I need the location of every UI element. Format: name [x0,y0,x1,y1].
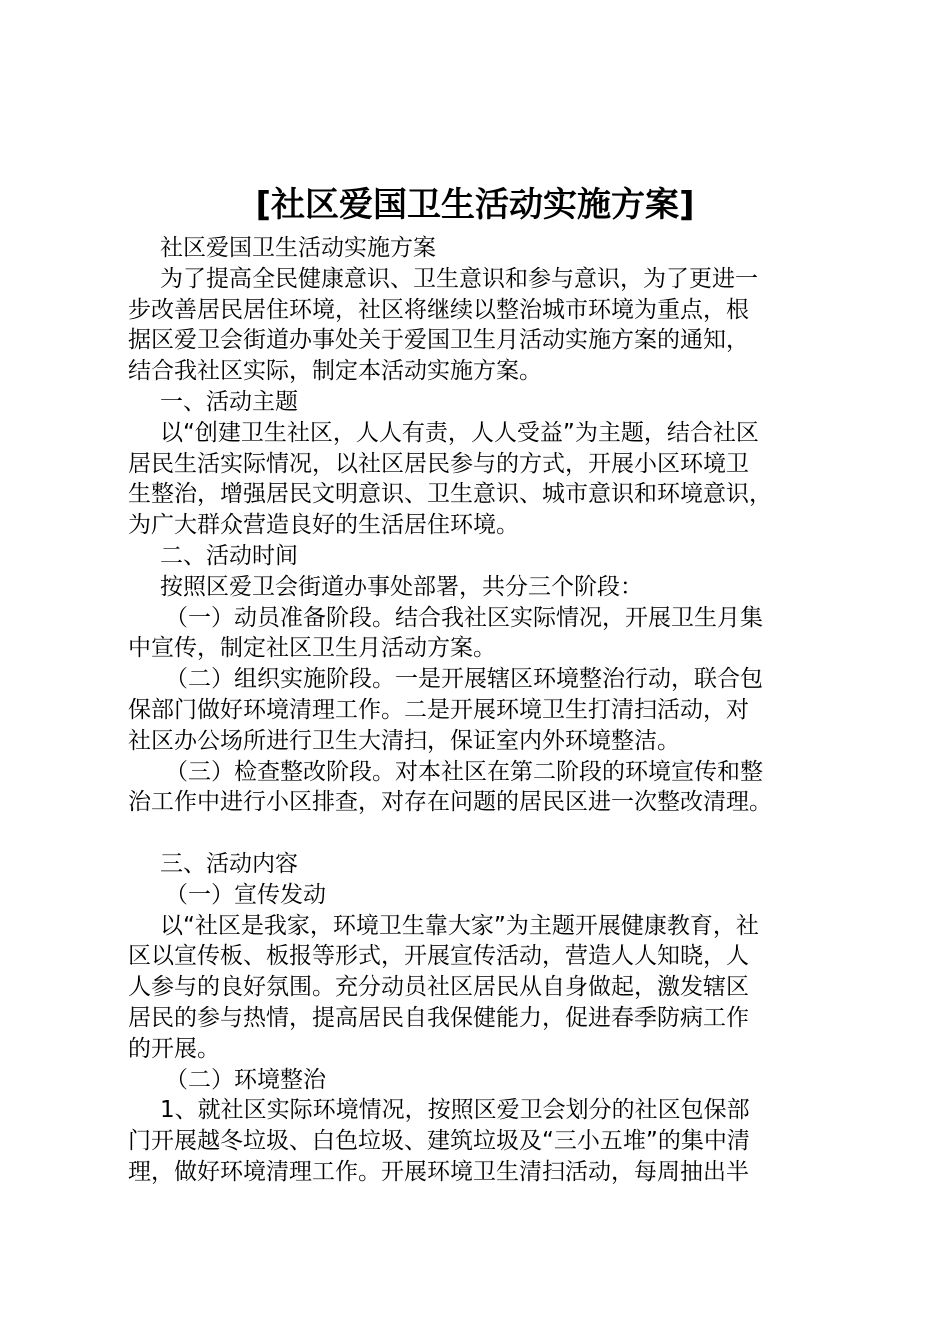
section-heading: 三、活动内容 [160,850,298,877]
paragraph-line: 居民生活实际情况，以社区居民参与的方式，开展小区环境卫 [128,450,749,477]
paragraph-line: 理，做好环境清理工作。开展环境卫生清扫活动，每周抽出半 [128,1158,749,1185]
paragraph-line: 据区爱卫会街道办事处关于爱国卫生月活动实施方案的通知， [128,327,749,354]
paragraph-line: （二）组织实施阶段。一是开展辖区环境整治行动，联合包 [165,666,763,693]
paragraph-line: （一）动员准备阶段。结合我社区实际情况，开展卫生月集 [165,604,763,631]
blank-line [128,818,828,849]
subsection-heading: （二）环境整治 [165,1066,326,1093]
subtitle-line: 社区爱国卫生活动实施方案 [160,235,436,261]
paragraph-line: 社区办公场所进行卫生大清扫，保证室内外环境整洁。 [128,727,680,754]
paragraph-line: 保部门做好环境清理工作。二是开展环境卫生打清扫活动，对 [128,696,749,723]
paragraph-line: 中宣传，制定社区卫生月活动方案。 [128,635,496,662]
paragraph-line: （三）检查整改阶段。对本社区在第二阶段的环境宣传和整 [165,758,763,785]
subsection-heading: （一）宣传发动 [165,881,326,908]
paragraph-line: 1、就社区实际环境情况，按照区爱卫会划分的社区包保部 [160,1097,750,1124]
paragraph-line: 门开展越冬垃圾、白色垃圾、建筑垃圾及“三小五堆”的集中清 [128,1128,750,1155]
paragraph-line: 生整治，增强居民文明意识、卫生意识、城市意识和环境意识， [128,481,772,508]
paragraph-line: 按照区爱卫会街道办事处部署，共分三个阶段： [160,573,643,600]
paragraph-line: 以“创建卫生社区，人人有责，人人受益”为主题，结合社区 [160,419,759,446]
paragraph-line: 为了提高全民健康意识、卫生意识和参与意识，为了更进一 [160,265,758,292]
section-heading: 二、活动时间 [160,542,298,569]
document-title: [社区爱国卫生活动实施方案] [255,185,695,225]
section-heading: 一、活动主题 [160,388,298,415]
paragraph-line: 居民的参与热情，提高居民自我保健能力，促进春季防病工作 [128,1004,749,1031]
paragraph-line: 人参与的良好氛围。充分动员社区居民从自身做起，激发辖区 [128,974,749,1001]
paragraph-line: 以“社区是我家，环境卫生靠大家”为主题开展健康教育，社 [160,912,759,939]
paragraph-line: 步改善居民居住环境，社区将继续以整治城市环境为重点，根 [128,296,749,323]
paragraph-line: 治工作中进行小区排查，对存在问题的居民区进一次整改清理。 [128,789,772,816]
paragraph-line: 为广大群众营造良好的生活居住环境。 [128,512,519,539]
paragraph-line: 的开展。 [128,1035,220,1062]
paragraph-line: 区以宣传板、板报等形式，开展宣传活动，营造人人知晓，人 [128,943,749,970]
paragraph-line: 结合我社区实际，制定本活动实施方案。 [128,358,542,385]
document-body [128,233,828,1188]
